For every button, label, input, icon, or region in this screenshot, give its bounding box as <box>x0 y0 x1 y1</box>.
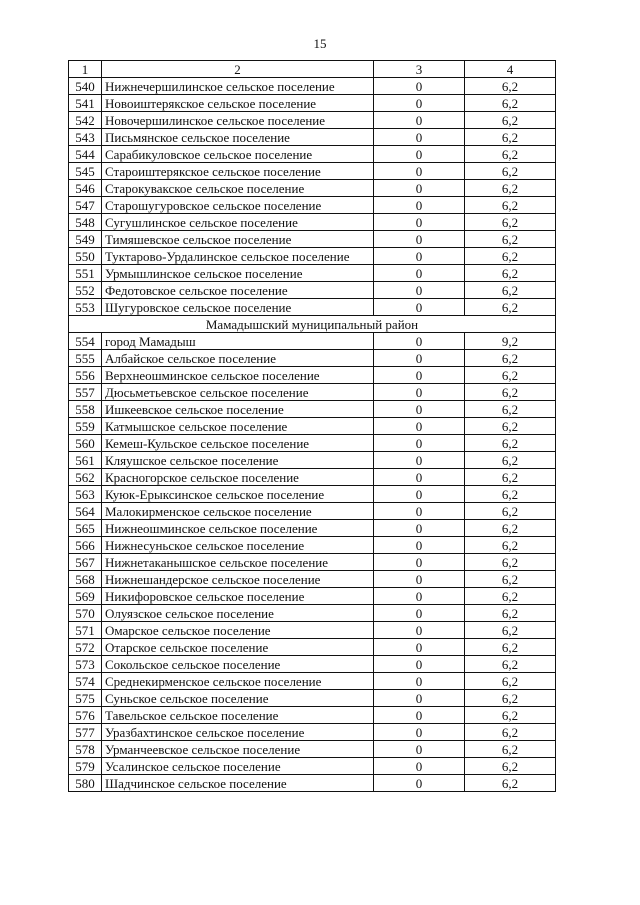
value-col-3: 0 <box>374 197 465 214</box>
settlement-name-cell <box>102 299 374 316</box>
value-col-4: 9,2 <box>465 333 556 350</box>
value-col-4: 6,2 <box>465 520 556 537</box>
settlement-name: Уразбахтинское сельское поселение <box>105 724 305 740</box>
row-number: 550 <box>69 248 102 265</box>
table-row <box>69 95 556 112</box>
value-col-4: 6,2 <box>465 469 556 486</box>
settlement-name-cell <box>102 367 374 384</box>
table-row <box>69 520 556 537</box>
settlement-name-cell <box>102 724 374 741</box>
value-col-3: 0 <box>374 486 465 503</box>
value-col-4: 6,2 <box>465 537 556 554</box>
row-number: 578 <box>69 741 102 758</box>
settlement-name: Туктарово-Урдалинское сельское поселение <box>105 248 350 264</box>
row-number: 542 <box>69 112 102 129</box>
value-col-4: 6,2 <box>465 163 556 180</box>
table-row <box>69 707 556 724</box>
row-number: 560 <box>69 435 102 452</box>
settlement-name-cell <box>102 418 374 435</box>
table-row <box>69 214 556 231</box>
value-col-3: 0 <box>374 656 465 673</box>
value-col-4: 6,2 <box>465 571 556 588</box>
header-col-1: 1 <box>69 61 102 78</box>
value-col-3: 0 <box>374 452 465 469</box>
value-col-4: 6,2 <box>465 214 556 231</box>
row-number: 548 <box>69 214 102 231</box>
value-col-4: 6,2 <box>465 231 556 248</box>
table-row <box>69 571 556 588</box>
value-col-4: 6,2 <box>465 197 556 214</box>
value-col-3: 0 <box>374 231 465 248</box>
value-col-4: 6,2 <box>465 418 556 435</box>
settlement-name: Суньское сельское поселение <box>105 690 269 706</box>
settlement-name: Старокувакское сельское поселение <box>105 180 305 196</box>
value-col-3: 0 <box>374 129 465 146</box>
settlement-name-cell <box>102 469 374 486</box>
settlement-name-cell <box>102 605 374 622</box>
table-row <box>69 588 556 605</box>
settlement-name-cell <box>102 163 374 180</box>
table-row <box>69 503 556 520</box>
value-col-3: 0 <box>374 265 465 282</box>
table-row <box>69 758 556 775</box>
settlement-name-cell <box>102 265 374 282</box>
settlement-name: Старошугуровское сельское поселение <box>105 197 322 213</box>
row-number: 543 <box>69 129 102 146</box>
row-number: 541 <box>69 95 102 112</box>
settlement-name: город Мамадыш <box>105 333 196 349</box>
row-number: 566 <box>69 537 102 554</box>
settlement-name: Письмянское сельское поселение <box>105 129 290 145</box>
settlement-name-cell <box>102 741 374 758</box>
settlement-name: Дюсьметьевское сельское поселение <box>105 384 309 400</box>
settlement-name: Отарское сельское поселение <box>105 639 269 655</box>
value-col-3: 0 <box>374 503 465 520</box>
settlement-name: Новоиштерякское сельское поселение <box>105 95 317 111</box>
row-number: 559 <box>69 418 102 435</box>
row-number: 563 <box>69 486 102 503</box>
row-number: 574 <box>69 673 102 690</box>
value-col-4: 6,2 <box>465 435 556 452</box>
settlement-name: Сарабикуловское сельское поселение <box>105 146 313 162</box>
row-number: 561 <box>69 452 102 469</box>
data-table <box>68 60 556 792</box>
settlement-name-cell <box>102 214 374 231</box>
value-col-4: 6,2 <box>465 622 556 639</box>
row-number: 544 <box>69 146 102 163</box>
settlement-name: Олуязское сельское поселение <box>105 605 274 621</box>
value-col-4: 6,2 <box>465 452 556 469</box>
value-col-3: 0 <box>374 588 465 605</box>
settlement-name: Тимяшевское сельское поселение <box>105 231 292 247</box>
settlement-name: Никифоровское сельское поселение <box>105 588 305 604</box>
settlement-name-cell <box>102 503 374 520</box>
value-col-4: 6,2 <box>465 673 556 690</box>
row-number: 554 <box>69 333 102 350</box>
row-number: 575 <box>69 690 102 707</box>
table-row <box>69 333 556 350</box>
settlement-name: Нижнесуньское сельское поселение <box>105 537 305 553</box>
value-col-3: 0 <box>374 520 465 537</box>
row-number: 545 <box>69 163 102 180</box>
row-number: 540 <box>69 78 102 95</box>
settlement-name-cell <box>102 180 374 197</box>
value-col-3: 0 <box>374 350 465 367</box>
table-row <box>69 605 556 622</box>
value-col-4: 6,2 <box>465 384 556 401</box>
row-number: 573 <box>69 656 102 673</box>
settlement-name-cell <box>102 231 374 248</box>
settlement-name: Урманчеевское сельское поселение <box>105 741 301 757</box>
value-col-4: 6,2 <box>465 554 556 571</box>
table-row <box>69 401 556 418</box>
value-col-3: 0 <box>374 112 465 129</box>
value-col-4: 6,2 <box>465 265 556 282</box>
settlement-name: Федотовское сельское поселение <box>105 282 288 298</box>
settlement-name: Ишкеевское сельское поселение <box>105 401 284 417</box>
value-col-4: 6,2 <box>465 775 556 792</box>
row-number: 553 <box>69 299 102 316</box>
table-header-row <box>69 61 556 78</box>
settlement-name: Кемеш-Кульское сельское поселение <box>105 435 310 451</box>
row-number: 552 <box>69 282 102 299</box>
settlement-name: Урмышлинское сельское поселение <box>105 265 303 281</box>
value-col-3: 0 <box>374 554 465 571</box>
table-row <box>69 282 556 299</box>
value-col-3: 0 <box>374 707 465 724</box>
settlement-name: Шадчинское сельское поселение <box>105 775 287 791</box>
value-col-4: 6,2 <box>465 367 556 384</box>
settlement-name: Красногорское сельское поселение <box>105 469 299 485</box>
value-col-3: 0 <box>374 673 465 690</box>
table-row <box>69 741 556 758</box>
settlement-name: Нижнечершилинское сельское поселение <box>105 78 335 94</box>
value-col-3: 0 <box>374 384 465 401</box>
settlement-name: Нижнеошминское сельское поселение <box>105 520 318 536</box>
settlement-name-cell <box>102 486 374 503</box>
header-col-2: 2 <box>102 61 374 78</box>
value-col-3: 0 <box>374 435 465 452</box>
value-col-4: 6,2 <box>465 129 556 146</box>
value-col-3: 0 <box>374 418 465 435</box>
table-row <box>69 265 556 282</box>
settlement-name: Верхнеошминское сельское поселение <box>105 367 320 383</box>
settlement-name-cell <box>102 571 374 588</box>
value-col-3: 0 <box>374 690 465 707</box>
table-row <box>69 248 556 265</box>
settlement-name-cell <box>102 333 374 350</box>
settlement-name: Новочершилинское сельское поселение <box>105 112 326 128</box>
value-col-4: 6,2 <box>465 78 556 95</box>
table-row <box>69 163 556 180</box>
settlement-name: Тавельское сельское поселение <box>105 707 279 723</box>
settlement-name-cell <box>102 384 374 401</box>
table-row <box>69 112 556 129</box>
value-col-4: 6,2 <box>465 758 556 775</box>
row-number: 557 <box>69 384 102 401</box>
settlement-name-cell <box>102 622 374 639</box>
table-row <box>69 180 556 197</box>
table-row <box>69 146 556 163</box>
settlement-name-cell <box>102 401 374 418</box>
settlement-name-cell <box>102 146 374 163</box>
row-number: 556 <box>69 367 102 384</box>
value-col-4: 6,2 <box>465 350 556 367</box>
settlement-name-cell <box>102 95 374 112</box>
settlement-name: Нижнетаканышское сельское поселение <box>105 554 328 570</box>
settlement-name: Малокирменское сельское поселение <box>105 503 312 519</box>
settlement-name-cell <box>102 588 374 605</box>
value-col-3: 0 <box>374 367 465 384</box>
settlement-name-cell <box>102 78 374 95</box>
settlement-name: Катмышское сельское поселение <box>105 418 288 434</box>
table-row <box>69 350 556 367</box>
table-row <box>69 197 556 214</box>
row-number: 579 <box>69 758 102 775</box>
value-col-3: 0 <box>374 775 465 792</box>
settlement-name-cell <box>102 758 374 775</box>
settlement-name-cell <box>102 707 374 724</box>
row-number: 562 <box>69 469 102 486</box>
row-number: 564 <box>69 503 102 520</box>
page-number: 15 <box>313 36 327 51</box>
settlement-name-cell <box>102 775 374 792</box>
row-number: 558 <box>69 401 102 418</box>
settlement-name: Среднекирменское сельское поселение <box>105 673 322 689</box>
value-col-4: 6,2 <box>465 299 556 316</box>
section-row <box>69 316 556 333</box>
value-col-3: 0 <box>374 741 465 758</box>
value-col-4: 6,2 <box>465 282 556 299</box>
value-col-3: 0 <box>374 180 465 197</box>
value-col-4: 6,2 <box>465 639 556 656</box>
header-col-3: 3 <box>374 61 465 78</box>
settlement-name: Нижнешандерское сельское поселение <box>105 571 321 587</box>
settlement-name-cell <box>102 350 374 367</box>
value-col-4: 6,2 <box>465 95 556 112</box>
table-row <box>69 690 556 707</box>
table-row <box>69 673 556 690</box>
settlement-name-cell <box>102 248 374 265</box>
settlement-name-cell <box>102 537 374 554</box>
value-col-3: 0 <box>374 282 465 299</box>
row-number: 576 <box>69 707 102 724</box>
value-col-4: 6,2 <box>465 112 556 129</box>
value-col-3: 0 <box>374 571 465 588</box>
table-row <box>69 367 556 384</box>
settlement-name-cell <box>102 282 374 299</box>
value-col-4: 6,2 <box>465 180 556 197</box>
value-col-4: 6,2 <box>465 146 556 163</box>
settlement-name: Куюк-Ерыксинское сельское поселение <box>105 486 325 502</box>
settlement-name-cell <box>102 112 374 129</box>
table-body <box>69 61 556 792</box>
value-col-3: 0 <box>374 469 465 486</box>
settlement-name-cell <box>102 673 374 690</box>
table-row <box>69 486 556 503</box>
value-col-4: 6,2 <box>465 605 556 622</box>
value-col-4: 6,2 <box>465 690 556 707</box>
table-row <box>69 537 556 554</box>
value-col-3: 0 <box>374 95 465 112</box>
row-number: 549 <box>69 231 102 248</box>
settlement-name-cell <box>102 129 374 146</box>
row-number: 551 <box>69 265 102 282</box>
value-col-4: 6,2 <box>465 656 556 673</box>
value-col-4: 6,2 <box>465 486 556 503</box>
table-row <box>69 554 556 571</box>
value-col-4: 6,2 <box>465 248 556 265</box>
table-row <box>69 384 556 401</box>
table-row <box>69 129 556 146</box>
row-number: 568 <box>69 571 102 588</box>
row-number: 572 <box>69 639 102 656</box>
table-row <box>69 622 556 639</box>
table-row <box>69 656 556 673</box>
settlement-name-cell <box>102 639 374 656</box>
settlement-name: Староиштерякское сельское поселение <box>105 163 321 179</box>
value-col-3: 0 <box>374 214 465 231</box>
table-row <box>69 639 556 656</box>
header-col-4: 4 <box>465 61 556 78</box>
value-col-4: 6,2 <box>465 707 556 724</box>
table-row <box>69 299 556 316</box>
table-row <box>69 469 556 486</box>
value-col-3: 0 <box>374 146 465 163</box>
row-number: 571 <box>69 622 102 639</box>
section-title: Мамадышский муниципальный район <box>69 316 556 333</box>
value-col-3: 0 <box>374 639 465 656</box>
value-col-3: 0 <box>374 163 465 180</box>
value-col-3: 0 <box>374 724 465 741</box>
settlement-name-cell <box>102 520 374 537</box>
row-number: 565 <box>69 520 102 537</box>
settlement-name-cell <box>102 197 374 214</box>
table-row <box>69 231 556 248</box>
row-number: 577 <box>69 724 102 741</box>
value-col-3: 0 <box>374 537 465 554</box>
settlement-name-cell <box>102 656 374 673</box>
row-number: 570 <box>69 605 102 622</box>
value-col-4: 6,2 <box>465 741 556 758</box>
table-row <box>69 452 556 469</box>
value-col-3: 0 <box>374 299 465 316</box>
value-col-3: 0 <box>374 78 465 95</box>
row-number: 547 <box>69 197 102 214</box>
settlement-name: Омарское сельское поселение <box>105 622 271 638</box>
value-col-3: 0 <box>374 333 465 350</box>
row-number: 555 <box>69 350 102 367</box>
table-row <box>69 724 556 741</box>
table-row <box>69 418 556 435</box>
settlement-name: Кляушское сельское поселение <box>105 452 279 468</box>
value-col-3: 0 <box>374 622 465 639</box>
settlement-name-cell <box>102 554 374 571</box>
settlement-name-cell <box>102 435 374 452</box>
value-col-3: 0 <box>374 758 465 775</box>
settlement-name: Усалинское сельское поселение <box>105 758 281 774</box>
table-row <box>69 78 556 95</box>
value-col-3: 0 <box>374 605 465 622</box>
value-col-4: 6,2 <box>465 724 556 741</box>
settlement-name: Албайское сельское поселение <box>105 350 276 366</box>
settlement-name: Сугушлинское сельское поселение <box>105 214 298 230</box>
settlement-name-cell <box>102 452 374 469</box>
value-col-4: 6,2 <box>465 503 556 520</box>
row-number: 567 <box>69 554 102 571</box>
table-row <box>69 435 556 452</box>
value-col-3: 0 <box>374 401 465 418</box>
settlement-name: Шугуровское сельское поселение <box>105 299 292 315</box>
settlement-name-cell <box>102 690 374 707</box>
value-col-4: 6,2 <box>465 588 556 605</box>
row-number: 546 <box>69 180 102 197</box>
row-number: 580 <box>69 775 102 792</box>
value-col-3: 0 <box>374 248 465 265</box>
table-row <box>69 775 556 792</box>
value-col-4: 6,2 <box>465 401 556 418</box>
settlement-name: Сокольское сельское поселение <box>105 656 281 672</box>
row-number: 569 <box>69 588 102 605</box>
